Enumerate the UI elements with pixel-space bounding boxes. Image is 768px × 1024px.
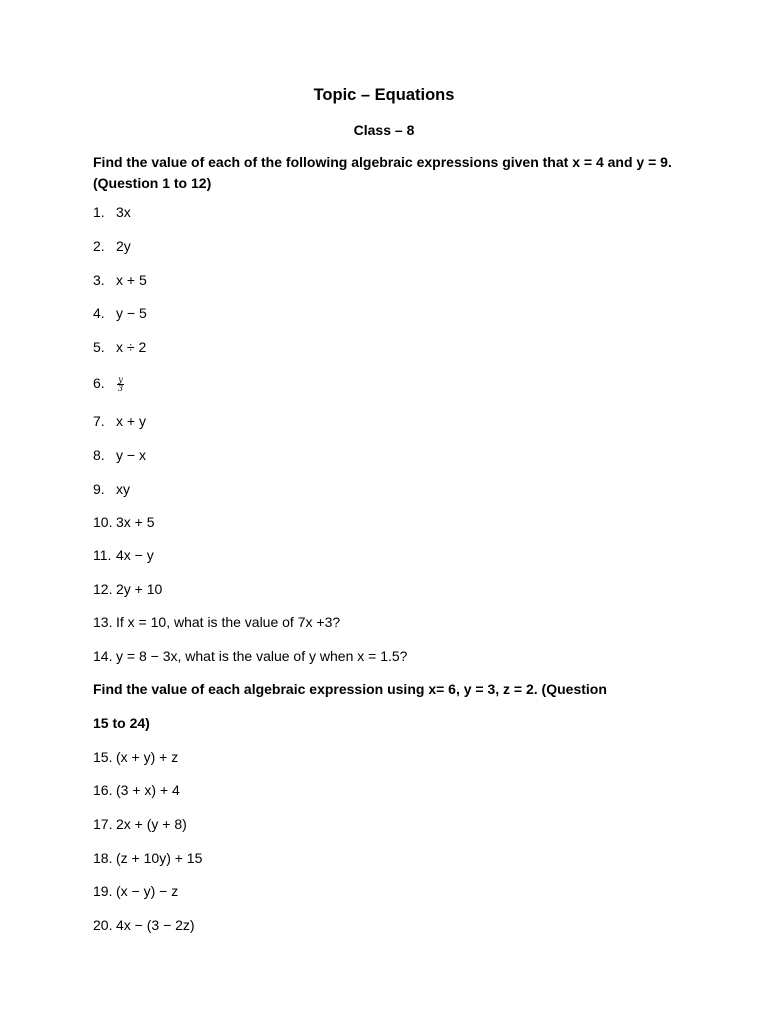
question-number: 7. (93, 413, 105, 429)
question-number: 9. (93, 481, 105, 497)
question-text: xy (116, 481, 130, 497)
question-item (93, 646, 407, 666)
question-item (93, 337, 146, 357)
question-number: 16. (93, 782, 113, 798)
fraction-numerator: y (118, 374, 123, 384)
question-number: 3. (93, 272, 105, 288)
question-number: 4. (93, 305, 105, 321)
question-text: 4x − y (116, 547, 154, 563)
question-item (93, 236, 131, 256)
question-number: 1. (93, 204, 105, 220)
question-item (93, 545, 154, 565)
question-text: y − x (116, 447, 146, 463)
question-number: 5. (93, 339, 105, 355)
question-text: (x − y) − z (116, 883, 179, 899)
question-item (93, 747, 178, 767)
question-text: 3x + 5 (116, 514, 155, 530)
question-number: 2. (93, 238, 105, 254)
question-text: 2y + 10 (116, 581, 163, 597)
question-item (93, 202, 131, 222)
question-text: y − 5 (116, 305, 147, 321)
question-text: 4x − (3 − 2z) (116, 917, 195, 933)
question-item (93, 512, 155, 532)
section2-instruction: Find the value of each algebraic expression using x= 6, y = 3, z = 2. (Question (93, 681, 607, 697)
section1-instruction: Find the value of each of the following algebraic expressions given that x = 4 and y = 9. (Question 1 to 12) (93, 154, 672, 191)
question-text: y = 8 − 3x, what is the value of y when x = 1.5? (116, 648, 408, 664)
question-item (93, 373, 124, 393)
question-item (93, 445, 146, 465)
question-item (93, 848, 202, 868)
question-text: If x = 10, what is the value of 7x +3? (116, 614, 341, 630)
question-text: x + y (116, 413, 146, 429)
question-text: x + 5 (116, 272, 147, 288)
question-item (93, 915, 195, 935)
question-text: (x + y) + z (116, 749, 179, 765)
question-text: x ÷ 2 (116, 339, 147, 355)
question-number: 15. (93, 749, 113, 765)
question-number: 17. (93, 816, 113, 832)
question-text: 2y (116, 238, 131, 254)
question-item (93, 612, 340, 632)
fraction-denominator: 3 (118, 383, 124, 393)
question-item (93, 270, 147, 290)
question-item (93, 881, 178, 901)
fraction (117, 376, 124, 393)
question-item (93, 411, 146, 431)
question-number: 13. (93, 614, 113, 630)
question-number: 11. (93, 547, 112, 563)
question-text: (3 + x) + 4 (116, 782, 180, 798)
question-number: 20. (93, 917, 113, 933)
question-number: 10. (93, 514, 113, 530)
question-number: 19. (93, 883, 113, 899)
question-number: 8. (93, 447, 105, 463)
question-item (93, 303, 147, 323)
question-item (93, 814, 187, 834)
question-number: 14. (93, 648, 113, 664)
page-title: Topic – Equations (313, 86, 455, 104)
question-item (93, 579, 162, 599)
section2-instruction-continued: 15 to 24) (93, 715, 150, 731)
question-text: 3x (116, 204, 131, 220)
question-text: 2x + (y + 8) (116, 816, 187, 832)
question-number: 6. (93, 375, 105, 391)
class-subtitle: Class – 8 (353, 122, 415, 138)
question-number: 12. (93, 581, 113, 597)
question-text: (z + 10y) + 15 (116, 850, 203, 866)
question-number: 18. (93, 850, 113, 866)
question-item (93, 780, 180, 800)
question-item (93, 479, 130, 499)
